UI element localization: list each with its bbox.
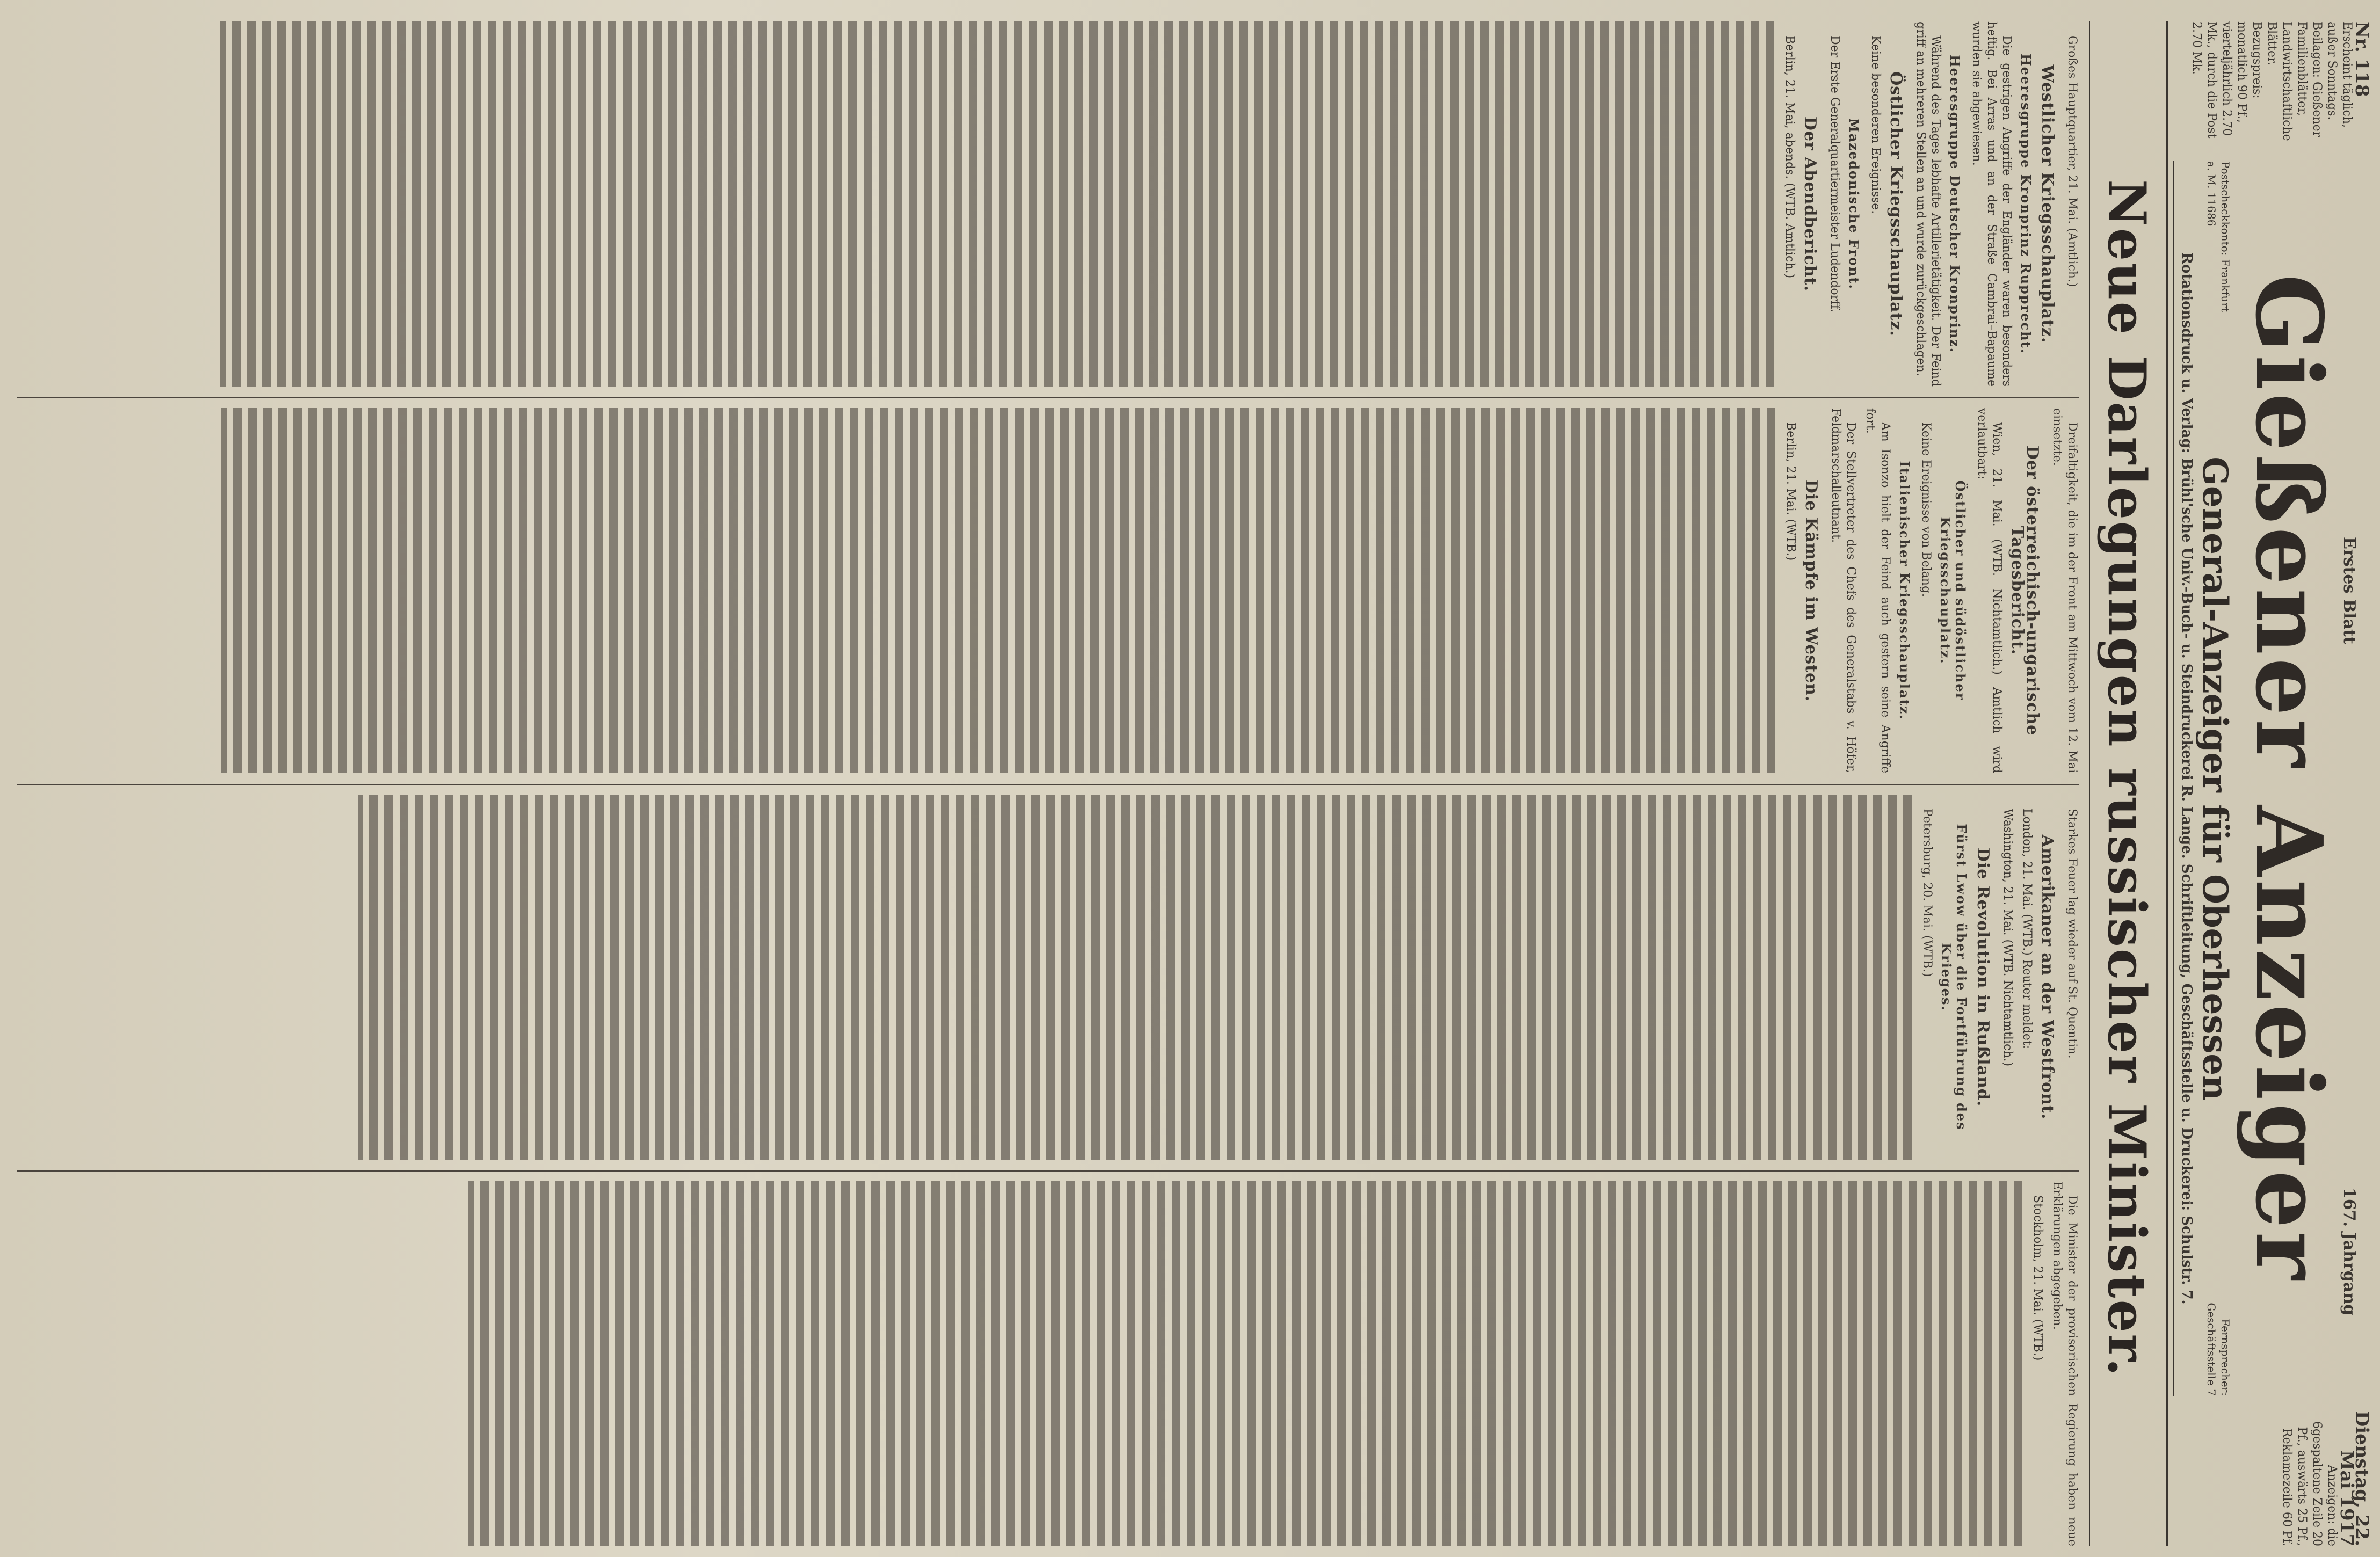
section-heading: Amerikaner an der Westfront. [2038,834,2057,1120]
printer-line: Rotationsdruck u. Verlag: Brühl'sche Univ.-Buch- u. Steindruckerei R. Lange. Schriftleitung, Geschäftsstelle u. Druckerei: Schulstr. 7. [2173,161,2195,1396]
article-paragraph: Petersburg, 20. Mai. (WTB.) [1920,809,1934,977]
article-paragraph: Keine besonderen Ereignisse. [1869,35,1882,214]
section-heading: Östlicher Kriegsschauplatz. [1886,71,1905,337]
section-heading: Italienischer Kriegsschauplatz. [1897,461,1912,721]
section-heading: Östlicher und südöstlicher Kriegsschauplatz. [1938,480,1968,701]
masthead-info-left [2190,21,2372,145]
telephone-info: Fernsprecher: Geschäftsstelle 7 [2205,1303,2232,1396]
newspaper-title: Gießener Anzeiger [2235,274,2342,1283]
postal-account: Postscheckkonto: Frankfurt a. M. 11686 [2205,161,2232,312]
column-3 [17,795,2079,1160]
article-paragraph: Großes Hauptquartier, 21. Mai. (Amtlich.) [2065,35,2079,287]
article-paragraph: Washington, 21. Mai. (WTB. Nichtamtlich.) [2001,809,2014,1067]
column-4 [17,1181,2079,1546]
article-paragraph: Die Minister der provisorischen Regierung haben neue Erklärungen abgegeben. [2050,1181,2079,1546]
volume-label: 167. Jahrgang [2340,1188,2359,1315]
article-paragraph: Starkes Feuer lag wieder auf St. Quentin. [2065,809,2079,1059]
edition-label: Erstes Blatt [2340,537,2359,644]
issue-number: Nr. 118 [2351,21,2372,97]
article-paragraph: Wien, 21. Mai. (WTB. Nichtamtlich.) Amtlich wird verlautbart: [1975,408,2004,773]
illegible-text-block [221,408,1779,773]
article-paragraph: Stockholm, 21. Mai. (WTB.) [2031,1195,2044,1361]
column-2 [17,408,2079,773]
article-paragraph: Am Isonzo hielt der Feind auch gestern seine Angriffe fort. [1863,408,1892,773]
section-heading: Der österreichisch-ungarische Tagesbericht. [2008,445,2042,736]
section-heading: Fürst Lwow über die Fortführung des Krieges. [1939,824,1969,1131]
article-paragraph: Berlin, 21. Mai. (WTB.) [1784,422,1797,561]
advertising-info: Anzeigen: die 6gespaltene Zeile 20 Pf., auswärts 25 Pf., Reklamezeile 60 Pf. [2280,1421,2339,1546]
section-heading: Mazedonische Front. [1846,118,1862,290]
illegible-text-block [358,795,1915,1160]
masthead-info-right [2192,1407,2372,1546]
section-heading: Westlicher Kriegsschauplatz. [2038,64,2057,344]
section-heading: Der Abendbericht. [1801,116,1819,292]
issue-date: Dienstag, 22. Mai 1917 [2336,1410,2372,1546]
subscription-info: Erscheint täglich, außer Sonntags. Beilagen: Gießener Familienblätter, Landwirtschaftliche Blätter. Bezugspreis: monatlich 90 Pf., vierteljährlich 2.70 Mk., durch die Post 2.70 Mk. [2190,21,2354,141]
article-paragraph: Die gestrigen Angriffe der Engländer waren besonders heftig. Bei Arras und an der Straße Cambrai–Bapaume wurden sie abgewiesen. [1970,21,2013,387]
main-headline: Neue Darlegungen russischer Minister. [2096,179,2157,1378]
section-heading: Heeresgruppe Deutscher Kronprinz. [1947,54,1963,354]
section-heading: Die Revolution in Rußland. [1973,847,1992,1107]
column-1 [17,21,2079,387]
illegible-text-block [468,1181,2026,1546]
article-paragraph: Dreifaltigkeit, die im der Front am Mittwoch vom 12. Mai einsetzte. [2050,408,2079,773]
section-heading: Heeresgruppe Kronprinz Rupprecht. [2018,53,2034,354]
article-paragraph: Berlin, 21. Mai, abends. (WTB. Amtlich.) [1783,35,1796,279]
article-paragraph: Der Stellvertreter des Chefs des Generalstabs v. Höfer, Feldmarschalleutnant. [1829,408,1857,773]
article-paragraph: Der Erste Generalquartiermeister Ludendorff. [1828,35,1841,312]
masthead-rule [2166,21,2168,1546]
article-paragraph: Während des Tages lebhafte Artillerietätigkeit. Der Feind griff an mehreren Stellen an und wurde zurückgeschlagen. [1914,21,1942,387]
article-paragraph: London, 21. Mai. (WTB.) Reuter meldet: [2020,809,2034,1050]
illegible-text-block [220,21,1777,387]
column-rule [17,1170,2079,1172]
section-heading: Die Kämpfe im Westen. [1802,479,1820,702]
newspaper-subtitle: General-Anzeiger für Oberhessen [2195,456,2235,1101]
column-rule [17,784,2079,785]
headline-rule [2089,21,2090,1546]
article-paragraph: Keine Ereignisse von Belang. [1919,422,1933,598]
column-rule [17,397,2079,398]
